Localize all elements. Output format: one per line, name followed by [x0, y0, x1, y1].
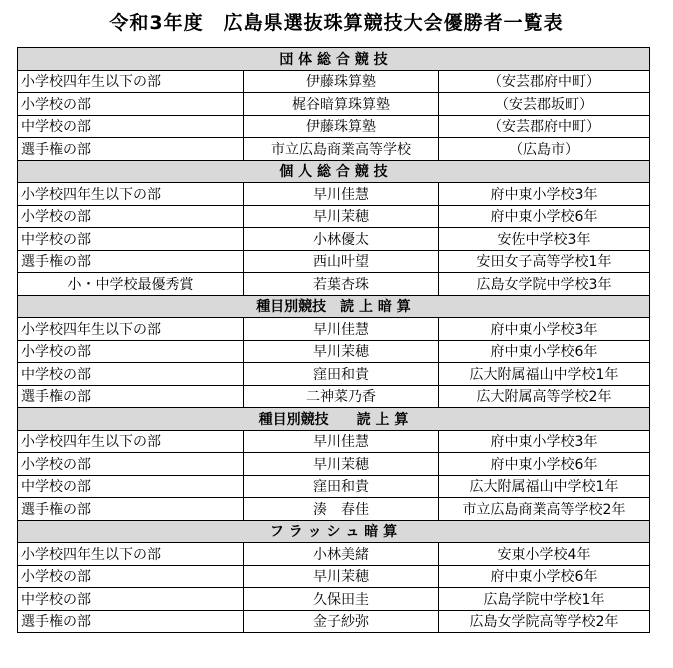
winner-name-cell: 湊 春佳	[244, 498, 439, 521]
affiliation-cell: 広大附属福山中学校1年	[439, 363, 650, 386]
table-row	[18, 543, 650, 566]
section-heading-row	[18, 520, 650, 543]
winner-name-cell: 西山叶望	[244, 250, 439, 273]
affiliation-cell: 府中東小学校3年	[439, 318, 650, 341]
affiliation-cell: 広島女学院高等学校2年	[439, 610, 650, 633]
category-cell: 中学校の部	[18, 115, 244, 138]
winner-name-cell: 伊藤珠算塾	[244, 70, 439, 93]
affiliation-cell: 府中東小学校6年	[439, 565, 650, 588]
winner-name-cell: 早川佳慧	[244, 318, 439, 341]
section-heading-row	[18, 160, 650, 183]
category-cell: 小学校四年生以下の部	[18, 543, 244, 566]
category-cell: 選手権の部	[18, 610, 244, 633]
section-heading: 個 人 総 合 競 技	[18, 160, 650, 183]
table-row	[18, 228, 650, 251]
affiliation-cell: 広島女学院中学校3年	[439, 273, 650, 296]
winner-name-cell: 金子紗弥	[244, 610, 439, 633]
winner-name-cell: 早川茉穂	[244, 340, 439, 363]
affiliation-cell: （安芸郡府中町）	[439, 115, 650, 138]
category-cell: 小学校の部	[18, 93, 244, 116]
winner-name-cell: 早川茉穂	[244, 205, 439, 228]
affiliation-cell: （安芸郡府中町）	[439, 70, 650, 93]
section-heading: 団 体 総 合 競 技	[18, 48, 650, 71]
affiliation-cell: 府中東小学校3年	[439, 183, 650, 206]
section-heading: 種目別競技 読 上 算	[18, 408, 650, 431]
table-row	[18, 183, 650, 206]
table-row	[18, 453, 650, 476]
section-heading-row	[18, 295, 650, 318]
category-cell: 小学校四年生以下の部	[18, 183, 244, 206]
table-row	[18, 205, 650, 228]
category-cell: 小学校の部	[18, 340, 244, 363]
table-row	[18, 475, 650, 498]
winner-name-cell: 久保田圭	[244, 588, 439, 611]
table-row	[18, 430, 650, 453]
winner-name-cell: 窪田和貴	[244, 475, 439, 498]
category-cell: 選手権の部	[18, 250, 244, 273]
winner-name-cell: 小林優太	[244, 228, 439, 251]
table-row	[18, 138, 650, 161]
affiliation-cell: 安東小学校4年	[439, 543, 650, 566]
category-cell: 中学校の部	[18, 363, 244, 386]
table-row	[18, 385, 650, 408]
section-heading-row	[18, 48, 650, 71]
category-cell: 小学校四年生以下の部	[18, 70, 244, 93]
winner-name-cell: 早川茉穂	[244, 565, 439, 588]
category-cell: 選手権の部	[18, 138, 244, 161]
table-row	[18, 115, 650, 138]
affiliation-cell: （安芸郡坂町）	[439, 93, 650, 116]
affiliation-cell: 市立広島商業高等学校2年	[439, 498, 650, 521]
affiliation-cell: （広島市）	[439, 138, 650, 161]
table-row	[18, 498, 650, 521]
table-row	[18, 340, 650, 363]
section-heading: フ ラ ッ シ ュ 暗 算	[18, 520, 650, 543]
winner-name-cell: 市立広島商業高等学校	[244, 138, 439, 161]
affiliation-cell: 広大附属高等学校2年	[439, 385, 650, 408]
table-row	[18, 250, 650, 273]
affiliation-cell: 広大附属福山中学校1年	[439, 475, 650, 498]
category-cell: 中学校の部	[18, 228, 244, 251]
category-cell: 小学校の部	[18, 205, 244, 228]
affiliation-cell: 府中東小学校6年	[439, 453, 650, 476]
results-table	[17, 47, 650, 633]
page-title: 令和3年度 広島県選抜珠算競技大会優勝者一覧表	[109, 12, 564, 34]
winner-name-cell: 小林美緒	[244, 543, 439, 566]
affiliation-cell: 安田女子高等学校1年	[439, 250, 650, 273]
winner-name-cell: 梶谷暗算珠算塾	[244, 93, 439, 116]
category-cell: 中学校の部	[18, 588, 244, 611]
winner-name-cell: 伊藤珠算塾	[244, 115, 439, 138]
affiliation-cell: 府中東小学校6年	[439, 205, 650, 228]
section-heading-row	[18, 408, 650, 431]
category-cell: 選手権の部	[18, 385, 244, 408]
section-heading: 種目別競技 読 上 暗 算	[18, 295, 650, 318]
table-row	[18, 318, 650, 341]
winner-name-cell: 早川佳慧	[244, 183, 439, 206]
category-cell: 小学校四年生以下の部	[18, 318, 244, 341]
table-row	[18, 70, 650, 93]
winner-name-cell: 早川佳慧	[244, 430, 439, 453]
table-row	[18, 588, 650, 611]
table-row	[18, 93, 650, 116]
affiliation-cell: 府中東小学校6年	[439, 340, 650, 363]
winner-name-cell: 窪田和貴	[244, 363, 439, 386]
table-row	[18, 363, 650, 386]
affiliation-cell: 広島学院中学校1年	[439, 588, 650, 611]
table-row	[18, 273, 650, 296]
category-cell: 選手権の部	[18, 498, 244, 521]
winner-name-cell: 早川茉穂	[244, 453, 439, 476]
affiliation-cell: 府中東小学校3年	[439, 430, 650, 453]
table-row	[18, 610, 650, 633]
winner-name-cell: 二神菜乃香	[244, 385, 439, 408]
affiliation-cell: 安佐中学校3年	[439, 228, 650, 251]
category-cell: 小・中学校最優秀賞	[18, 273, 244, 296]
results-table-body	[18, 48, 650, 633]
category-cell: 中学校の部	[18, 475, 244, 498]
category-cell: 小学校の部	[18, 453, 244, 476]
category-cell: 小学校の部	[18, 565, 244, 588]
category-cell: 小学校四年生以下の部	[18, 430, 244, 453]
winner-name-cell: 若葉杏珠	[244, 273, 439, 296]
table-row	[18, 565, 650, 588]
